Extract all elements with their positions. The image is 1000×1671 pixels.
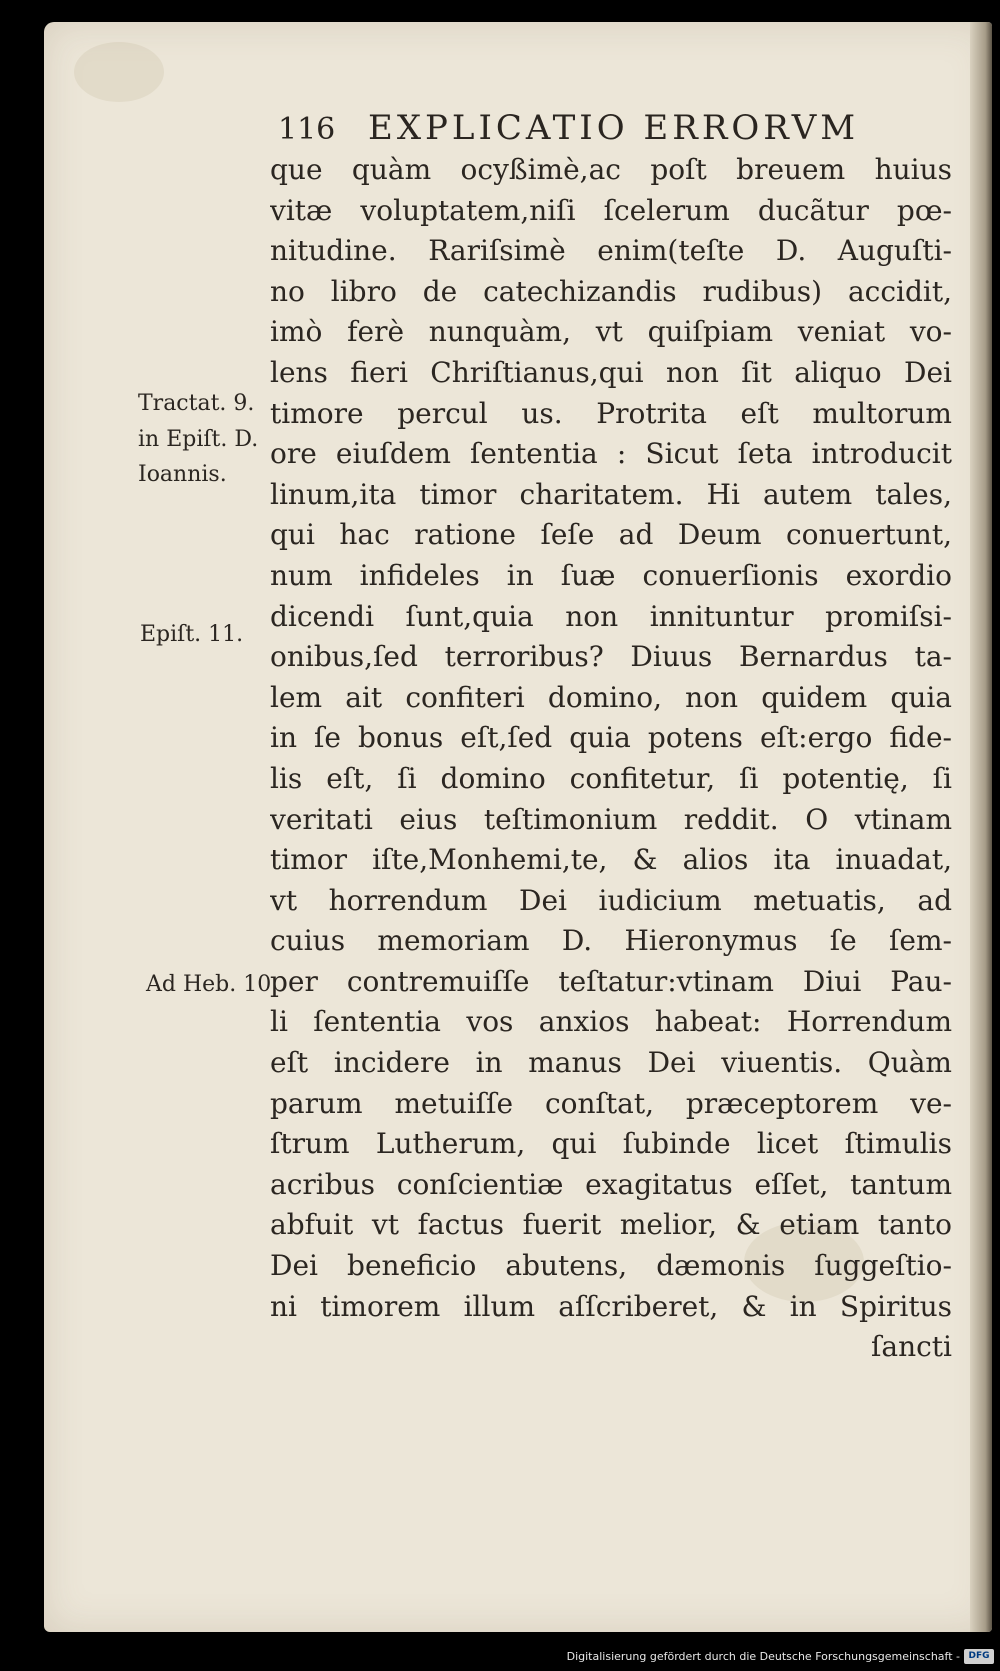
page-header [278,108,898,152]
footer-bar [0,1646,1000,1671]
text-line: ſancti [871,1330,952,1364]
text-line: parum metuiſſe conſtat, præceptorem ve- [270,1086,952,1120]
text-line: lis eſt, ſi domino confitetur, ſi potentię, ſi [270,761,952,795]
text-line: num infideles in ſuæ conuerſionis exordio [270,558,952,592]
text-line: que quàm ocyßimè,ac poſt breuem huius [270,153,952,186]
text-line: timor iſte,Monhemi,te, & alios ita inuadat, [270,843,952,877]
text-line: eſt incidere in manus Dei viuentis. Quàm [270,1046,952,1080]
text-line: veritati eius teſtimonium reddit. O vtinam [270,802,952,836]
text-line: li ſententia vos anxios habeat: Horrendum [270,1005,952,1039]
text-line: acribus conſcientiæ exagitatus eſſet, tantum [270,1167,952,1201]
text-line: dicendi ſunt,quia non innituntur promiſsi- [270,599,952,633]
text-line: nitudine. Rariſsimè enim(teſte D. Auguſti- [270,234,952,268]
body-text [270,150,952,1368]
text-line: per contremuiſſe teſtatur:vtinam Diui Pau- [270,964,952,998]
dfg-logo-icon: DFG [964,1649,994,1664]
margin-note-in-epist: in Epiſt. D. [138,427,259,452]
text-line: ore eiuſdem ſententia : Sicut ſeta introducit [270,437,952,471]
text-line: Dei beneficio abutens, dæmonis ſuggeſtio- [270,1249,952,1283]
text-line: lem ait confiteri domino, non quidem quia [270,680,952,714]
text-line: no libro de catechizandis rudibus) accidit, [270,274,952,308]
margin-note-ad-heb: Ad Heb. 10 [146,972,272,997]
margin-note-ioannis: Ioannis. [138,462,227,487]
text-line: qui hac ratione ſeſe ad Deum conuertunt, [270,518,952,552]
running-title: EXPLICATIO ERRORVM [368,108,860,148]
paper-stain [74,42,164,102]
text-line: cuius memoriam D. Hieronymus ſe ſem- [270,924,952,958]
text-line: vitæ voluptatem,niſi ſcelerum ducãtur pœ- [270,193,952,227]
margin-note-epist: Epiſt. 11. [140,622,244,647]
folio-number: 116 [278,112,336,147]
text-line: in ſe bonus eſt,ſed quia potens eſt:ergo fide- [270,721,952,755]
text-line: ſtrum Lutherum, qui ſubinde licet ſtimulis [270,1127,952,1161]
text-line: imò ferè nunquàm, vt quiſpiam veniat vo- [270,315,952,349]
margin-note-tractat: Tractat. 9. [138,391,255,416]
footer-credit: Digitalisierung gefördert durch die Deutsche Forschungsgemeinschaft - [566,1650,960,1663]
text-line: timore percul us. Protrita eſt multorum [270,396,952,430]
text-line: abfuit vt factus fuerit melior, & etiam tanto [270,1208,952,1242]
text-line: vt horrendum Dei iudicium metuatis, ad [270,883,952,917]
page-edge [970,22,992,1632]
text-line: lens fieri Chriſtianus,qui non ſit aliquo Dei [270,355,952,389]
text-line: ni timorem illum aſſcriberet, & in Spiritus [270,1289,952,1323]
text-line: onibus,ſed terroribus? Diuus Bernardus ta- [270,640,952,674]
text-line: linum,ita timor charitatem. Hi autem tales, [270,477,952,511]
